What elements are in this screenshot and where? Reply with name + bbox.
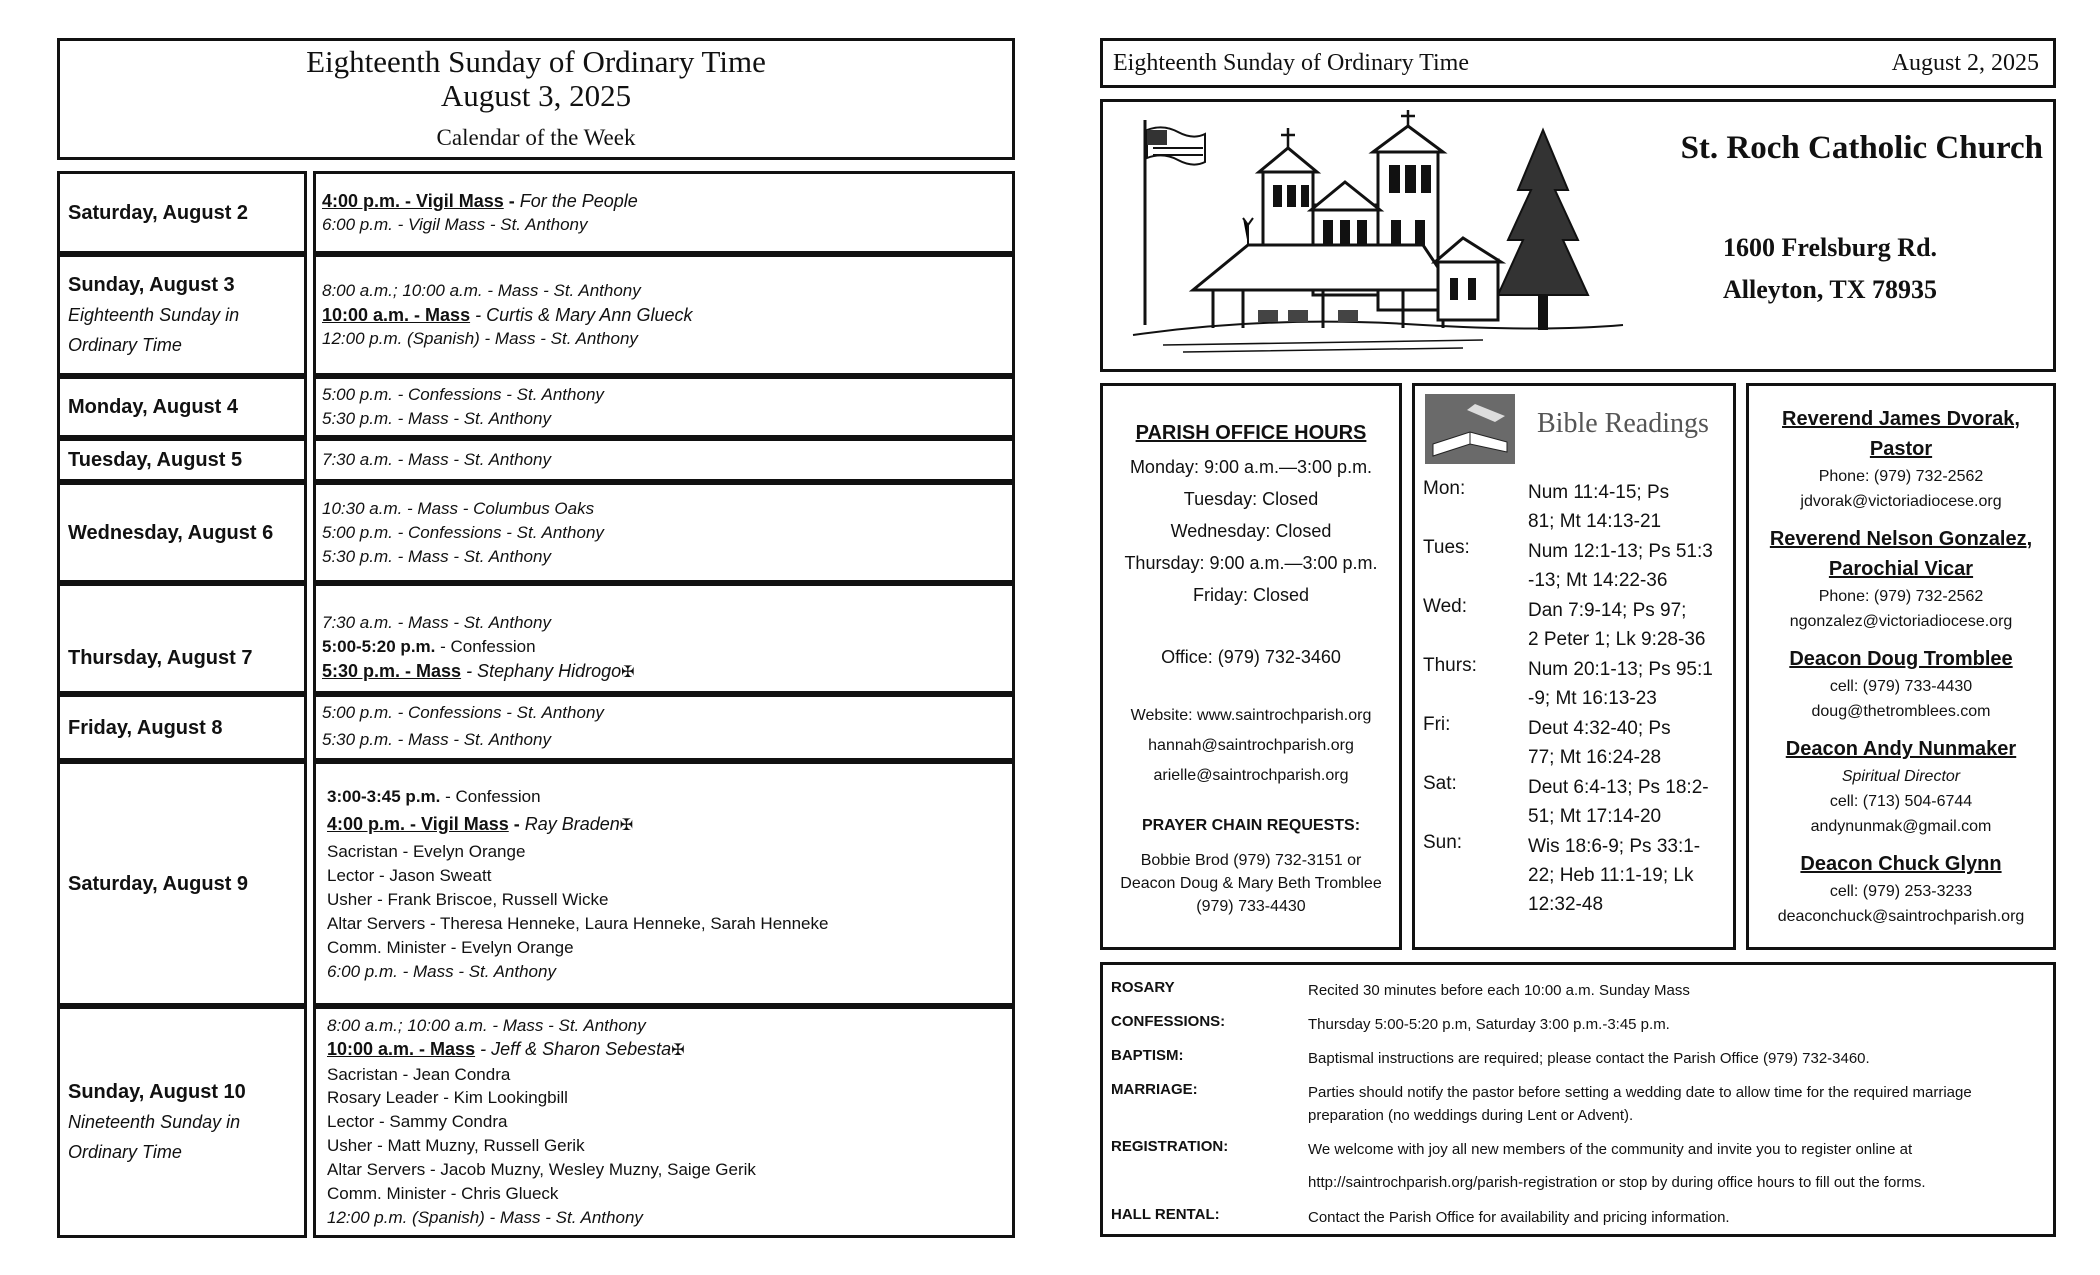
event-line: 5:00 p.m. - Confessions - St. Anthony bbox=[322, 702, 604, 722]
reading-day: Sun: bbox=[1423, 832, 1463, 853]
day-label: Sunday, August 3 bbox=[68, 274, 235, 296]
reading-ref: Num 12:1-13; Ps 51:3 bbox=[1528, 541, 1713, 562]
day-cell-saturday-aug-9 bbox=[57, 761, 307, 1006]
clergy-email[interactable]: andynunmak@gmail.com bbox=[1810, 818, 1992, 835]
event-line bbox=[322, 659, 1012, 685]
reading-ref: -9; Mt 16:13-23 bbox=[1528, 688, 1657, 709]
event-line bbox=[322, 189, 1012, 213]
office-hours-row: Friday: Closed bbox=[1192, 585, 1310, 605]
clergy-name: Deacon Chuck Glynn bbox=[1800, 853, 2002, 875]
info-key: HALL RENTAL: bbox=[1111, 1206, 1220, 1223]
registration-link[interactable]: http://saintrochparish.org/parish-registration or stop by during office hours to fill out the forms. bbox=[1308, 1174, 1926, 1191]
office-phone: Office: (979) 732-3460 bbox=[1161, 647, 1341, 667]
bulletin-date: August 2, 2025 bbox=[1891, 50, 2039, 76]
clergy-directory-box bbox=[1746, 383, 2056, 950]
event-line: 5:00 p.m. - Confessions - St. Anthony bbox=[322, 522, 604, 542]
bible-icon bbox=[1425, 394, 1515, 464]
day-label: Monday, August 4 bbox=[68, 396, 238, 418]
day-sublabel: Nineteenth Sunday in bbox=[68, 1112, 241, 1132]
office-hours-row: Wednesday: Closed bbox=[1170, 521, 1332, 541]
reading-refs bbox=[1528, 537, 1728, 595]
event-line bbox=[322, 635, 1012, 659]
office-hours-row: Monday: 9:00 a.m.—3:00 p.m. bbox=[1129, 457, 1373, 477]
info-key: REGISTRATION: bbox=[1111, 1138, 1229, 1155]
reading-ref: Num 20:1-13; Ps 95:1 bbox=[1528, 659, 1713, 680]
event-sep: - bbox=[508, 813, 525, 834]
event-line: Sacristan - Evelyn Orange bbox=[327, 841, 526, 861]
reading-ref: Deut 4:32-40; Ps bbox=[1528, 718, 1671, 739]
events-sunday-aug-10 bbox=[313, 1006, 1015, 1238]
reading-ref: 2 Peter 1; Lk 9:28-36 bbox=[1528, 629, 1706, 650]
event-line bbox=[327, 810, 1012, 840]
bulletin-title: Eighteenth Sunday of Ordinary Time bbox=[1113, 50, 1469, 76]
day-cell-sunday-aug-3 bbox=[57, 254, 307, 376]
reading-day: Fri: bbox=[1423, 714, 1451, 735]
info-key: CONFESSIONS: bbox=[1111, 1013, 1226, 1030]
prayer-chain-contacts bbox=[1103, 849, 1399, 918]
prayer-contact: Deacon Doug & Mary Beth Tromblee bbox=[1120, 875, 1382, 892]
day-cell-wednesday-aug-6 bbox=[57, 482, 307, 583]
bible-title-suffix: Readings bbox=[1604, 408, 1709, 439]
info-value bbox=[1308, 1138, 2043, 1194]
bible-readings-title bbox=[1537, 408, 1709, 440]
bible-readings-box bbox=[1412, 383, 1736, 950]
church-name: St. Roch Catholic Church bbox=[1680, 130, 2043, 166]
day-cell-friday-aug-8 bbox=[57, 694, 307, 761]
prayer-chain-heading: PRAYER CHAIN REQUESTS: bbox=[1141, 817, 1361, 834]
event-line: 5:30 p.m. - Mass - St. Anthony bbox=[322, 546, 551, 566]
prayer-contact: Bobbie Brod (979) 732-3151 or bbox=[1140, 852, 1362, 869]
reading-refs bbox=[1528, 478, 1728, 536]
clergy-entry bbox=[1749, 849, 2053, 929]
cross-icon: ✠ bbox=[619, 816, 634, 834]
event-line: 6:00 p.m. - Vigil Mass - St. Anthony bbox=[322, 214, 588, 234]
calendar-header-subtitle: Calendar of the Week bbox=[436, 125, 636, 150]
clergy-phone: cell: (979) 253-3233 bbox=[1829, 883, 1973, 900]
clergy-title: Parochial Vicar bbox=[1828, 558, 1974, 580]
day-cell-saturday-aug-2 bbox=[57, 171, 307, 254]
bible-title-prefix: Bible bbox=[1537, 408, 1605, 439]
event-line: Lector - Sammy Condra bbox=[327, 1112, 508, 1131]
reading-day: Sat: bbox=[1423, 773, 1457, 794]
event-time: 5:00-5:20 p.m. bbox=[322, 637, 436, 656]
reading-day: Wed: bbox=[1423, 596, 1468, 617]
office-email[interactable]: arielle@saintrochparish.org bbox=[1153, 767, 1349, 784]
clergy-phone: Phone: (979) 732-2562 bbox=[1818, 588, 1984, 605]
day-label: Wednesday, August 6 bbox=[68, 521, 274, 544]
event-desc: - Confession bbox=[440, 786, 541, 806]
reading-day: Mon: bbox=[1423, 478, 1466, 499]
day-label: Thursday, August 7 bbox=[68, 647, 253, 669]
events-friday-aug-8 bbox=[313, 694, 1015, 761]
reading-ref: -13; Mt 14:22-36 bbox=[1528, 570, 1668, 591]
office-hours-list bbox=[1103, 451, 1399, 611]
event-desc: - Confession bbox=[435, 637, 536, 656]
church-masthead bbox=[1100, 99, 2056, 372]
event-line: 12:00 p.m. (Spanish) - Mass - St. Anthony bbox=[327, 1208, 643, 1227]
clergy-email[interactable]: deaconchuck@saintrochparish.org bbox=[1777, 908, 2025, 925]
reading-refs bbox=[1528, 596, 1728, 654]
event-line: 5:30 p.m. - Mass - St. Anthony bbox=[322, 409, 551, 428]
clergy-name: Deacon Doug Tromblee bbox=[1789, 648, 2013, 670]
reading-day: Thurs: bbox=[1423, 655, 1477, 676]
church-address bbox=[1723, 227, 1937, 311]
event-line: Altar Servers - Jacob Muzny, Wesley Muzny, Saige Gerik bbox=[327, 1160, 756, 1179]
office-hours-heading: PARISH OFFICE HOURS bbox=[1135, 422, 1367, 444]
reading-ref: Wis 18:6-9; Ps 33:1- bbox=[1528, 836, 1701, 857]
cross-icon: ✠ bbox=[671, 1042, 685, 1059]
day-label: Saturday, August 9 bbox=[68, 872, 249, 895]
event-intention: - Jeff & Sharon Sebesta bbox=[475, 1039, 672, 1059]
event-time: 10:00 a.m. - Mass bbox=[327, 1039, 476, 1059]
event-line: Lector - Jason Sweatt bbox=[327, 865, 492, 885]
day-cell-tuesday-aug-5 bbox=[57, 438, 307, 482]
events-wednesday-aug-6 bbox=[313, 482, 1015, 583]
parish-website[interactable]: Website: www.saintrochparish.org bbox=[1130, 707, 1372, 724]
reading-day: Tues: bbox=[1423, 537, 1470, 558]
event-line: 8:00 a.m.; 10:00 a.m. - Mass - St. Anthony bbox=[322, 281, 641, 300]
event-line: 6:00 p.m. - Mass - St. Anthony bbox=[327, 961, 556, 981]
clergy-phone: cell: (979) 733-4430 bbox=[1829, 678, 1973, 695]
office-hours-row: Tuesday: Closed bbox=[1183, 489, 1319, 509]
event-line: Comm. Minister - Chris Glueck bbox=[327, 1184, 559, 1203]
day-cell-thursday-aug-7 bbox=[57, 583, 307, 694]
events-thursday-aug-7 bbox=[313, 583, 1015, 694]
day-cell-sunday-aug-10 bbox=[57, 1006, 307, 1238]
clergy-entry bbox=[1749, 734, 2053, 839]
event-line: Comm. Minister - Evelyn Orange bbox=[327, 937, 574, 957]
bulletin-title-bar bbox=[1100, 38, 2056, 88]
event-line bbox=[327, 1037, 1012, 1063]
sacraments-info-box bbox=[1100, 962, 2056, 1237]
event-intention: Ray Braden bbox=[524, 813, 620, 834]
event-time: 3:00-3:45 p.m. bbox=[327, 786, 441, 806]
event-line: 5:30 p.m. - Mass - St. Anthony bbox=[322, 729, 551, 749]
event-line: Sacristan - Jean Condra bbox=[327, 1065, 511, 1084]
event-line: 10:30 a.m. - Mass - Columbus Oaks bbox=[322, 498, 595, 518]
event-sep: - bbox=[503, 190, 520, 211]
reading-ref: 12:32-48 bbox=[1528, 894, 1604, 915]
event-intention: For the People bbox=[519, 190, 638, 211]
day-sublabel: Ordinary Time bbox=[68, 335, 182, 355]
clergy-email[interactable]: ngonzalez@victoriadiocese.org bbox=[1789, 613, 2013, 630]
day-label: Saturday, August 2 bbox=[68, 201, 249, 224]
event-line bbox=[322, 303, 1012, 327]
events-monday-aug-4 bbox=[313, 376, 1015, 438]
reading-ref: Deut 6:4-13; Ps 18:2- bbox=[1528, 777, 1709, 798]
events-tuesday-aug-5 bbox=[313, 438, 1015, 482]
reading-ref: Dan 7:9-14; Ps 97; bbox=[1528, 600, 1687, 621]
event-time: 4:00 p.m. - Vigil Mass bbox=[322, 190, 504, 211]
prayer-contact: (979) 733-4430 bbox=[1196, 898, 1306, 915]
cross-icon: ✠ bbox=[621, 664, 635, 681]
office-email[interactable]: hannah@saintrochparish.org bbox=[1148, 737, 1354, 754]
event-line: Usher - Frank Briscoe, Russell Wicke bbox=[327, 889, 609, 909]
reading-ref: 81; Mt 14:13-21 bbox=[1528, 511, 1662, 532]
reading-ref: 22; Heb 11:1-19; Lk bbox=[1528, 865, 1694, 886]
reading-ref: 51; Mt 17:14-20 bbox=[1528, 806, 1662, 827]
event-line: 8:00 a.m.; 10:00 a.m. - Mass - St. Anthony bbox=[327, 1016, 646, 1035]
day-label: Sunday, August 10 bbox=[68, 1081, 246, 1103]
clergy-email[interactable]: jdvorak@victoriadiocese.org bbox=[1800, 493, 2002, 510]
info-value: Baptismal instructions are required; please contact the Parish Office (979) 732-3460. bbox=[1308, 1050, 1870, 1067]
reading-refs bbox=[1528, 655, 1728, 713]
reading-refs bbox=[1528, 773, 1728, 831]
info-key: MARRIAGE: bbox=[1111, 1081, 1198, 1098]
church-address-line2: Alleyton, TX 78935 bbox=[1723, 275, 1938, 304]
event-intention: - Stephany Hidrogo bbox=[461, 661, 622, 681]
clergy-email[interactable]: doug@thetromblees.com bbox=[1811, 703, 1991, 720]
calendar-header-date: August 3, 2025 bbox=[440, 78, 632, 113]
day-label: Friday, August 8 bbox=[68, 716, 223, 739]
day-sublabel: Eighteenth Sunday in bbox=[68, 305, 240, 325]
clergy-name: Reverend James Dvorak, bbox=[1782, 408, 2020, 430]
event-line: 7:30 a.m. - Mass - St. Anthony bbox=[322, 613, 551, 632]
event-line: 12:00 p.m. (Spanish) - Mass - St. Anthony bbox=[322, 329, 638, 348]
clergy-entry bbox=[1749, 524, 2053, 634]
event-line: Altar Servers - Theresa Henneke, Laura Henneke, Sarah Henneke bbox=[327, 913, 829, 933]
clergy-name: Reverend Nelson Gonzalez, bbox=[1769, 528, 2033, 550]
events-saturday-aug-9 bbox=[313, 761, 1015, 1006]
day-sublabel: Ordinary Time bbox=[68, 1142, 182, 1162]
info-value: Thursday 5:00-5:20 p.m, Saturday 3:00 p.m.-3:45 p.m. bbox=[1308, 1016, 1670, 1033]
event-time: 5:30 p.m. - Mass bbox=[322, 661, 462, 681]
office-hours-row: Thursday: 9:00 a.m.—3:00 p.m. bbox=[1124, 553, 1378, 573]
clergy-entry bbox=[1749, 644, 2053, 724]
info-value: Contact the Parish Office for availability and pricing information. bbox=[1308, 1209, 1730, 1226]
reading-refs bbox=[1528, 832, 1728, 919]
parish-office-box bbox=[1100, 383, 1402, 950]
event-line: Rosary Leader - Kim Lookingbill bbox=[327, 1088, 568, 1107]
info-value: Parties should notify the pastor before setting a wedding date to allow time for the required marriage preparation (no weddings during Lent or Advent). bbox=[1308, 1084, 1972, 1124]
reading-refs bbox=[1528, 714, 1728, 772]
event-time: 4:00 p.m. - Vigil Mass bbox=[327, 813, 509, 834]
reading-ref: 77; Mt 16:24-28 bbox=[1528, 747, 1662, 768]
clergy-phone: cell: (713) 504-6744 bbox=[1829, 793, 1973, 810]
calendar-header bbox=[57, 38, 1015, 160]
info-value: Recited 30 minutes before each 10:00 a.m. Sunday Mass bbox=[1308, 982, 1690, 999]
info-key: BAPTISM: bbox=[1111, 1047, 1184, 1064]
day-label: Tuesday, August 5 bbox=[68, 449, 243, 471]
day-cell-monday-aug-4 bbox=[57, 376, 307, 438]
reading-ref: Num 11:4-15; Ps bbox=[1528, 482, 1670, 503]
event-intention: - Curtis & Mary Ann Glueck bbox=[470, 305, 693, 325]
event-line bbox=[327, 784, 1012, 810]
clergy-role: Spiritual Director bbox=[1841, 768, 1961, 785]
clergy-phone: Phone: (979) 732-2562 bbox=[1818, 468, 1984, 485]
info-value-line: We welcome with joy all new members of the community and invite you to register online at bbox=[1308, 1141, 1913, 1158]
clergy-title: Pastor bbox=[1869, 438, 1933, 460]
event-line: Usher - Matt Muzny, Russell Gerik bbox=[327, 1136, 585, 1155]
events-saturday-aug-2 bbox=[313, 171, 1015, 254]
event-line: 5:00 p.m. - Confessions - St. Anthony bbox=[322, 385, 604, 404]
calendar-header-title: Eighteenth Sunday of Ordinary Time bbox=[306, 44, 766, 79]
events-sunday-aug-3 bbox=[313, 254, 1015, 376]
clergy-name: Deacon Andy Nunmaker bbox=[1785, 738, 2017, 760]
church-illustration bbox=[1123, 110, 1643, 360]
event-line: 7:30 a.m. - Mass - St. Anthony bbox=[322, 450, 551, 469]
church-address-line1: 1600 Frelsburg Rd. bbox=[1723, 233, 1938, 262]
info-key: ROSARY bbox=[1111, 979, 1175, 996]
clergy-entry bbox=[1749, 404, 2053, 514]
event-time: 10:00 a.m. - Mass bbox=[322, 305, 471, 325]
